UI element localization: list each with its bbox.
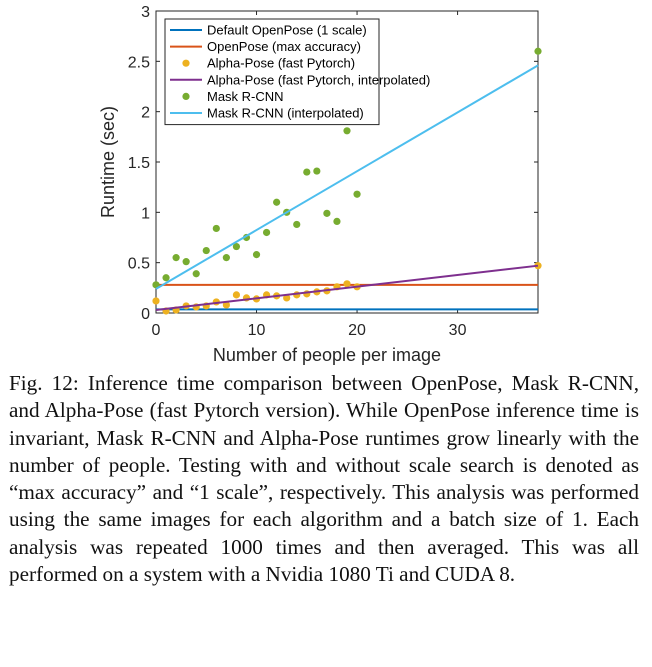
data-point — [273, 199, 280, 206]
data-point — [213, 225, 220, 232]
legend-entry: Mask R-CNN — [207, 88, 284, 104]
data-point — [203, 247, 210, 254]
legend-swatch-marker — [182, 93, 189, 100]
data-point — [303, 168, 310, 175]
x-tick-label: 0 — [151, 322, 161, 339]
legend-entry: Alpha-Pose (fast Pytorch) — [207, 55, 356, 71]
data-point — [353, 191, 360, 198]
y-tick-label: 0.5 — [127, 255, 150, 273]
data-point — [323, 210, 330, 217]
legend-swatch-marker — [182, 60, 189, 67]
y-tick-label: 2 — [141, 104, 150, 122]
legend-entry: OpenPose (max accuracy) — [207, 39, 361, 55]
data-point — [253, 251, 260, 258]
y-tick-label: 0 — [141, 306, 150, 323]
y-axis-label: Runtime (sec) — [98, 105, 118, 219]
y-tick-label: 2.5 — [127, 54, 150, 72]
data-point — [233, 291, 240, 298]
y-tick-label: 1 — [141, 205, 150, 223]
data-point — [343, 127, 350, 134]
data-point — [223, 254, 230, 261]
y-tick-label: 1.5 — [127, 155, 150, 172]
data-point — [313, 167, 320, 174]
legend-entry: Alpha-Pose (fast Pytorch, interpolated) — [207, 72, 431, 88]
data-point — [173, 254, 180, 261]
data-point — [343, 280, 350, 287]
x-tick-label: 30 — [448, 322, 467, 339]
data-point — [534, 48, 541, 55]
data-point — [183, 258, 190, 265]
data-point — [293, 221, 300, 228]
data-point — [162, 274, 169, 281]
legend-entry: Default OpenPose (1 scale) — [207, 22, 367, 38]
x-tick-label: 20 — [348, 322, 366, 339]
data-point — [152, 297, 159, 304]
figure-caption: Fig. 12: Inference time comparison between OpenPose, Mask R-CNN, and Alpha-Pose (fast Pytorch version). While OpenPose inference time is invariant, Mask R-CNN and Alpha-Pose runtimes grow linearly with the number of people. Testing with and without scale search is denoted as “max accuracy” and “1 scale”, respectively. This analysis was performed using the same images for each algorithm and a batch size of 1. Each analysis was repeated 1000 times and then averaged. This was all performed on a system with a Nvidia 1080 Ti and CUDA 8. — [9, 371, 639, 587]
data-point — [333, 218, 340, 225]
legend-entry: Mask R-CNN (interpolated) — [207, 105, 364, 121]
x-axis-label: Number of people per image — [212, 345, 442, 365]
data-point — [193, 270, 200, 277]
data-point — [263, 229, 270, 236]
x-tick-label: 10 — [247, 322, 266, 339]
y-tick-label: 3 — [141, 4, 150, 21]
